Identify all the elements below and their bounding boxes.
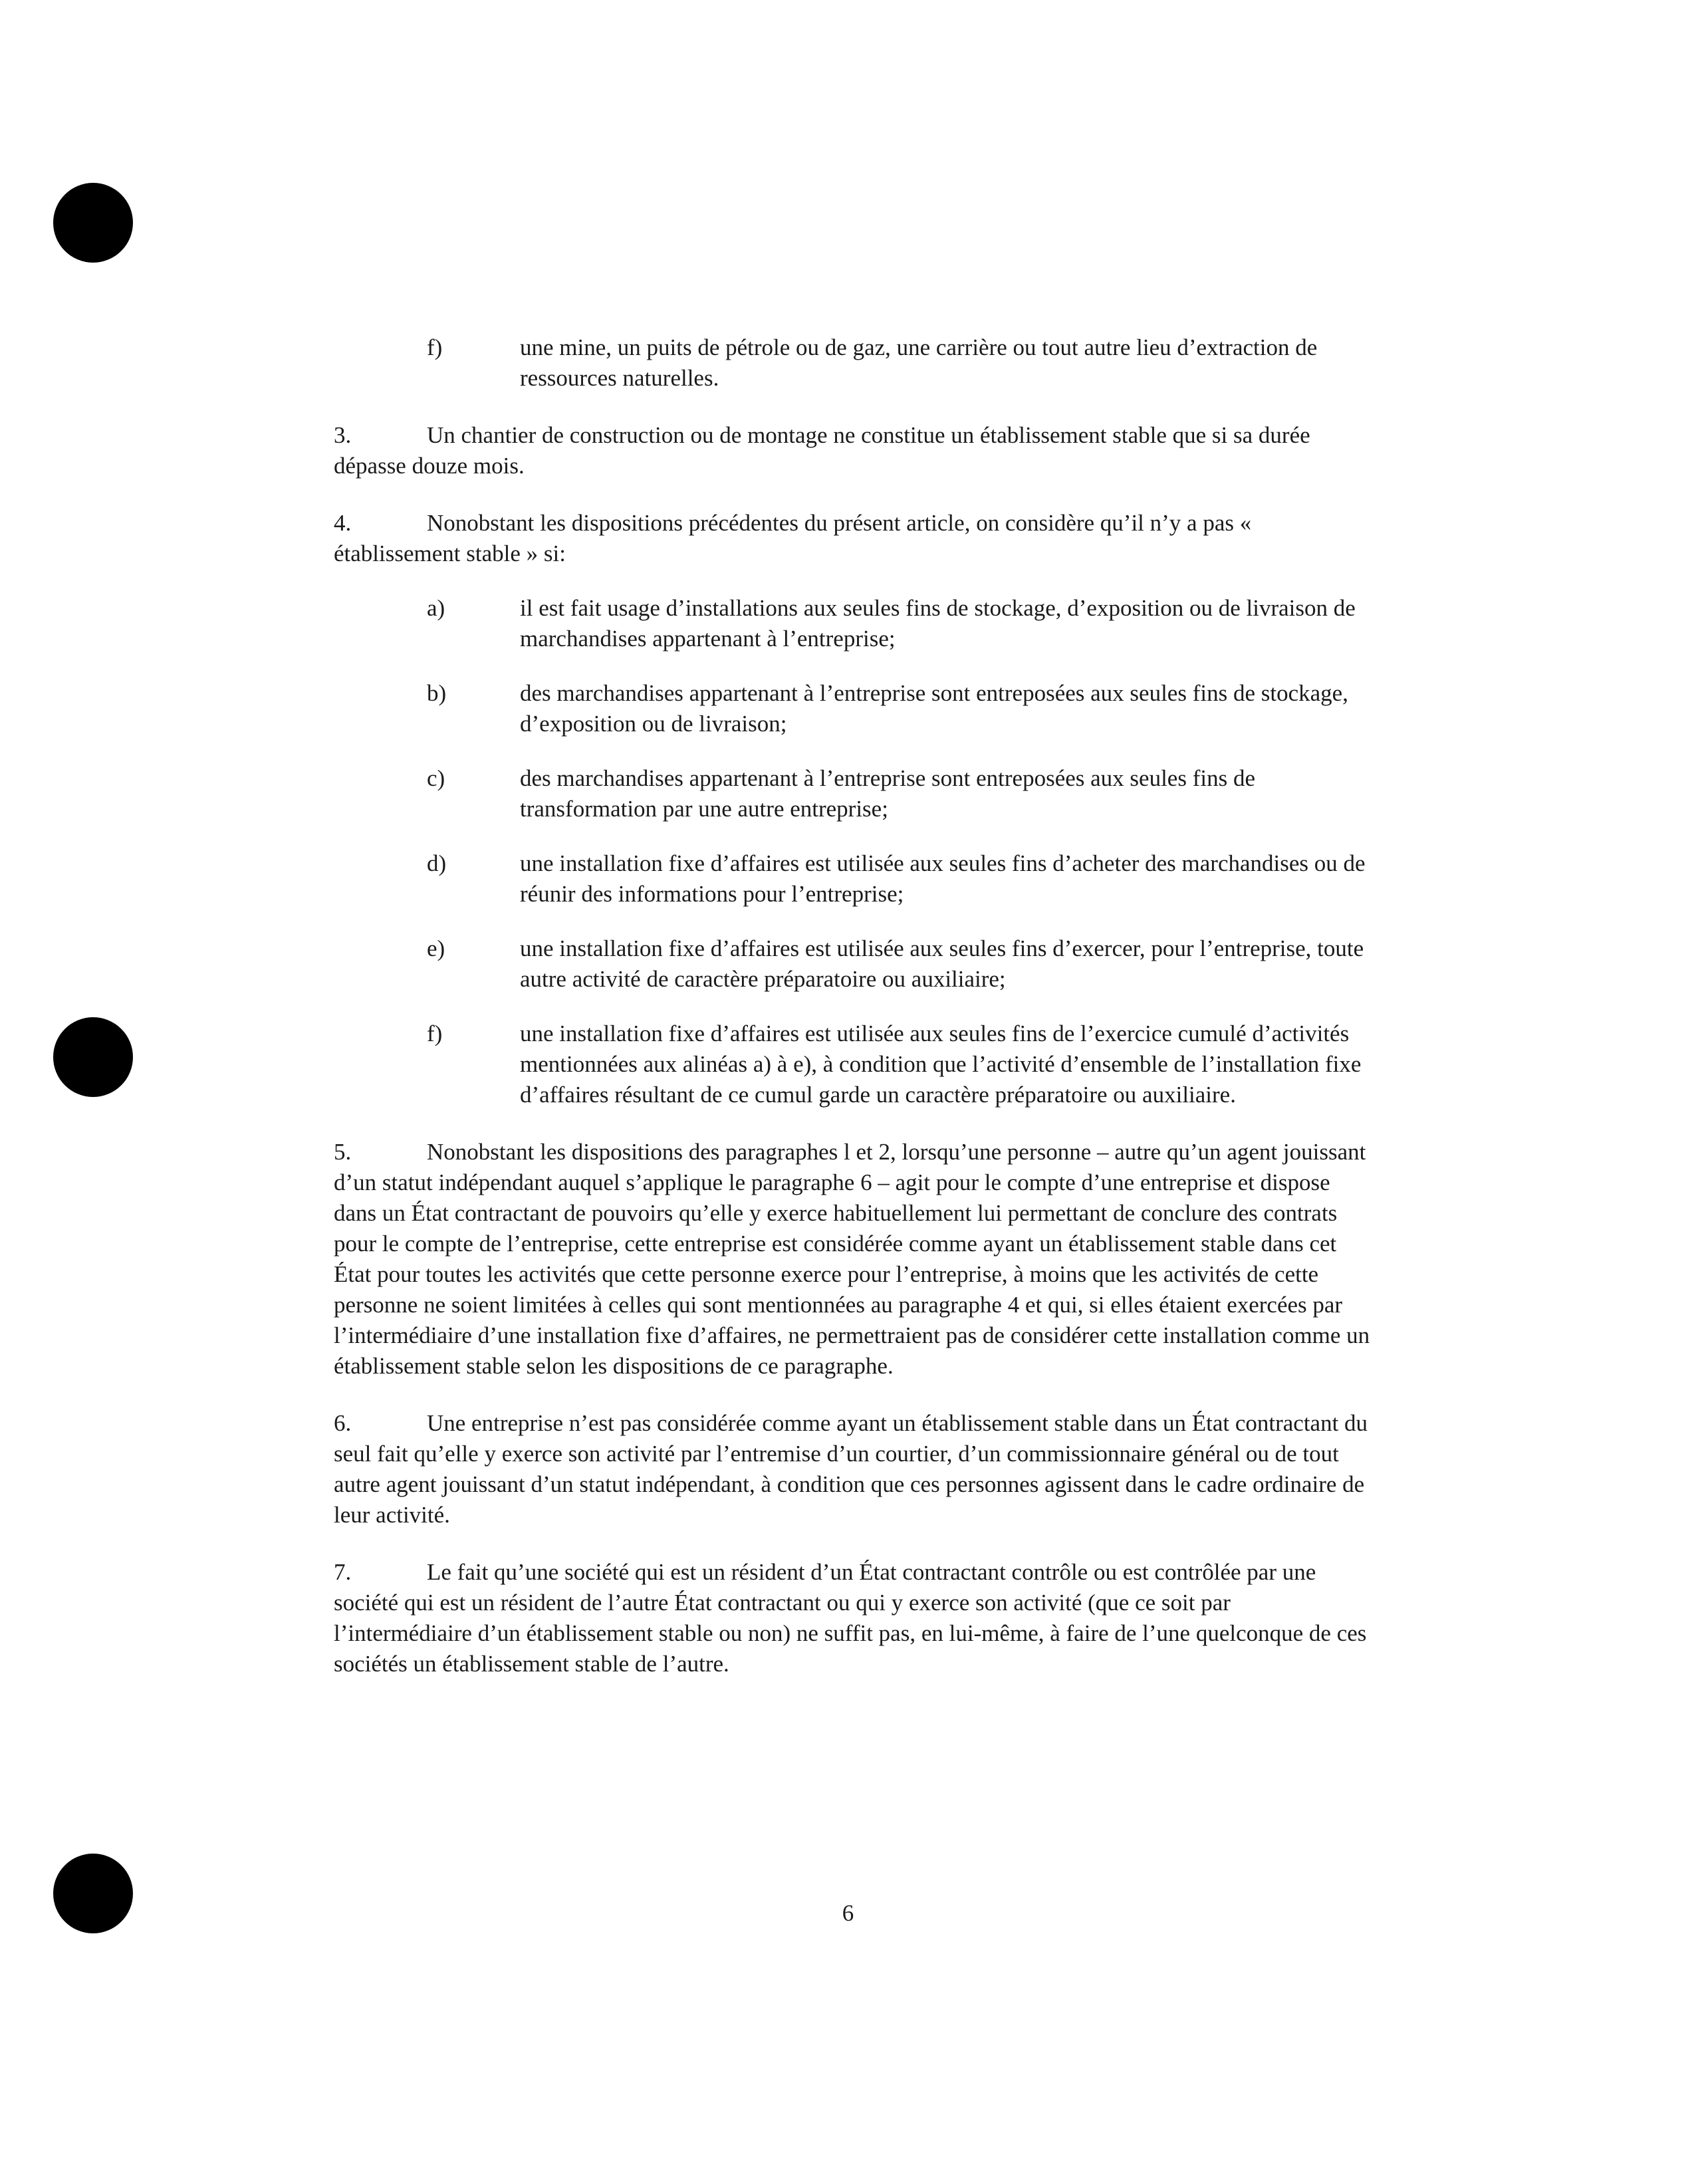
item-text: une installation fixe d’affaires est utilisée aux seules fins d’exercer, pour l’entreprise, toute autre activité de caractère préparatoire ou auxiliaire;	[520, 935, 1364, 992]
paragraph-7	[334, 1557, 1371, 1679]
list-item-f	[334, 1019, 1371, 1110]
document-page	[334, 332, 1371, 1679]
item-label: c)	[427, 765, 445, 791]
punch-hole-top	[53, 183, 133, 263]
item-label: a)	[427, 595, 445, 621]
item-text: une mine, un puits de pétrole ou de gaz, une carrière ou tout autre lieu d’extraction de ressources naturelles.	[520, 334, 1318, 391]
paragraph-text: Une entreprise n’est pas considérée comme ayant un établissement stable dans un État contractant du seul fait qu’elle y exerce son activité par l’entremise d’un courtier, d’un commissionnaire général ou de tout autre agent jouissant d’un statut indépendant, à condition que ces personnes agissent dans le cadre ordinaire de leur activité.	[334, 1410, 1368, 1528]
list-item-d	[334, 848, 1371, 910]
list-item-c	[334, 763, 1371, 824]
item-label: b)	[427, 680, 447, 706]
paragraph-text: Nonobstant les dispositions précédentes du présent article, on considère qu’il n’y a pas « établissement stable » si:	[334, 510, 1252, 566]
punch-hole-middle	[53, 1017, 133, 1097]
list-item-a	[334, 593, 1371, 654]
item-label: f)	[427, 334, 443, 360]
item-text: une installation fixe d’affaires est utilisée aux seules fins de l’exercice cumulé d’activités mentionnées aux alinéas a) à e), à condition que l’activité d’ensemble de l’installation fixe d’affaires résultant de ce cumul garde un caractère préparatoire ou auxiliaire.	[520, 1021, 1362, 1108]
paragraph-text: Un chantier de construction ou de montage ne constitue un établissement stable que si sa durée dépasse douze mois.	[334, 422, 1310, 479]
paragraph-number: 5.	[334, 1139, 352, 1165]
page-number: 6	[842, 1900, 854, 1926]
item-label: f)	[427, 1021, 443, 1046]
paragraph-4	[334, 508, 1371, 569]
item-text: une installation fixe d’affaires est utilisée aux seules fins d’acheter des marchandises ou de réunir des informations pour l’entreprise;	[520, 850, 1366, 907]
paragraph-6	[334, 1408, 1371, 1530]
list-item-e	[334, 933, 1371, 995]
list-item-intro-f	[334, 332, 1371, 394]
item-label: d)	[427, 850, 447, 876]
paragraph-number: 3.	[334, 422, 352, 448]
paragraph-text: Nonobstant les dispositions des paragraphes l et 2, lorsqu’une personne – autre qu’un agent jouissant d’un statut indépendant auquel s’applique le paragraphe 6 – agit pour le compte d’une entreprise et dispose dans un État contractant de pouvoirs qu’elle y exerce habituellement lui permettant de conclure des contrats pour le compte de l’entreprise, cette entreprise est considérée comme ayant un établissement stable dans cet État pour toutes les activités que cette personne exerce pour l’entreprise, à moins que les activités de cette personne ne soient limitées à celles qui sont mentionnées au paragraphe 4 et qui, si elles étaient exercées par l’intermédiaire d’une installation fixe d’affaires, ne permettraient pas de considérer cette installation comme un établissement stable selon les dispositions de ce paragraphe.	[334, 1139, 1370, 1379]
paragraph-3	[334, 420, 1371, 481]
paragraph-number: 6.	[334, 1410, 352, 1436]
item-text: des marchandises appartenant à l’entreprise sont entreposées aux seules fins de stockage, d’exposition ou de livraison;	[520, 680, 1348, 737]
item-text: des marchandises appartenant à l’entreprise sont entreposées aux seules fins de transformation par une autre entreprise;	[520, 765, 1255, 822]
list-item-b	[334, 678, 1371, 739]
paragraph-5	[334, 1137, 1371, 1382]
paragraph-number: 4.	[334, 510, 352, 536]
item-label: e)	[427, 935, 445, 961]
item-text: il est fait usage d’installations aux seules fins de stockage, d’exposition ou de livraison de marchandises appartenant à l’entreprise;	[520, 595, 1356, 652]
paragraph-number: 7.	[334, 1559, 352, 1585]
paragraph-text: Le fait qu’une société qui est un résident d’un État contractant contrôle ou est contrôlée par une société qui est un résident de l’autre État contractant ou qui y exerce son activité (que ce soit par l’intermédiaire d’un établissement stable ou non) ne suffit pas, en lui-même, à faire de l’une quelconque de ces sociétés un établissement stable de l’autre.	[334, 1559, 1367, 1677]
